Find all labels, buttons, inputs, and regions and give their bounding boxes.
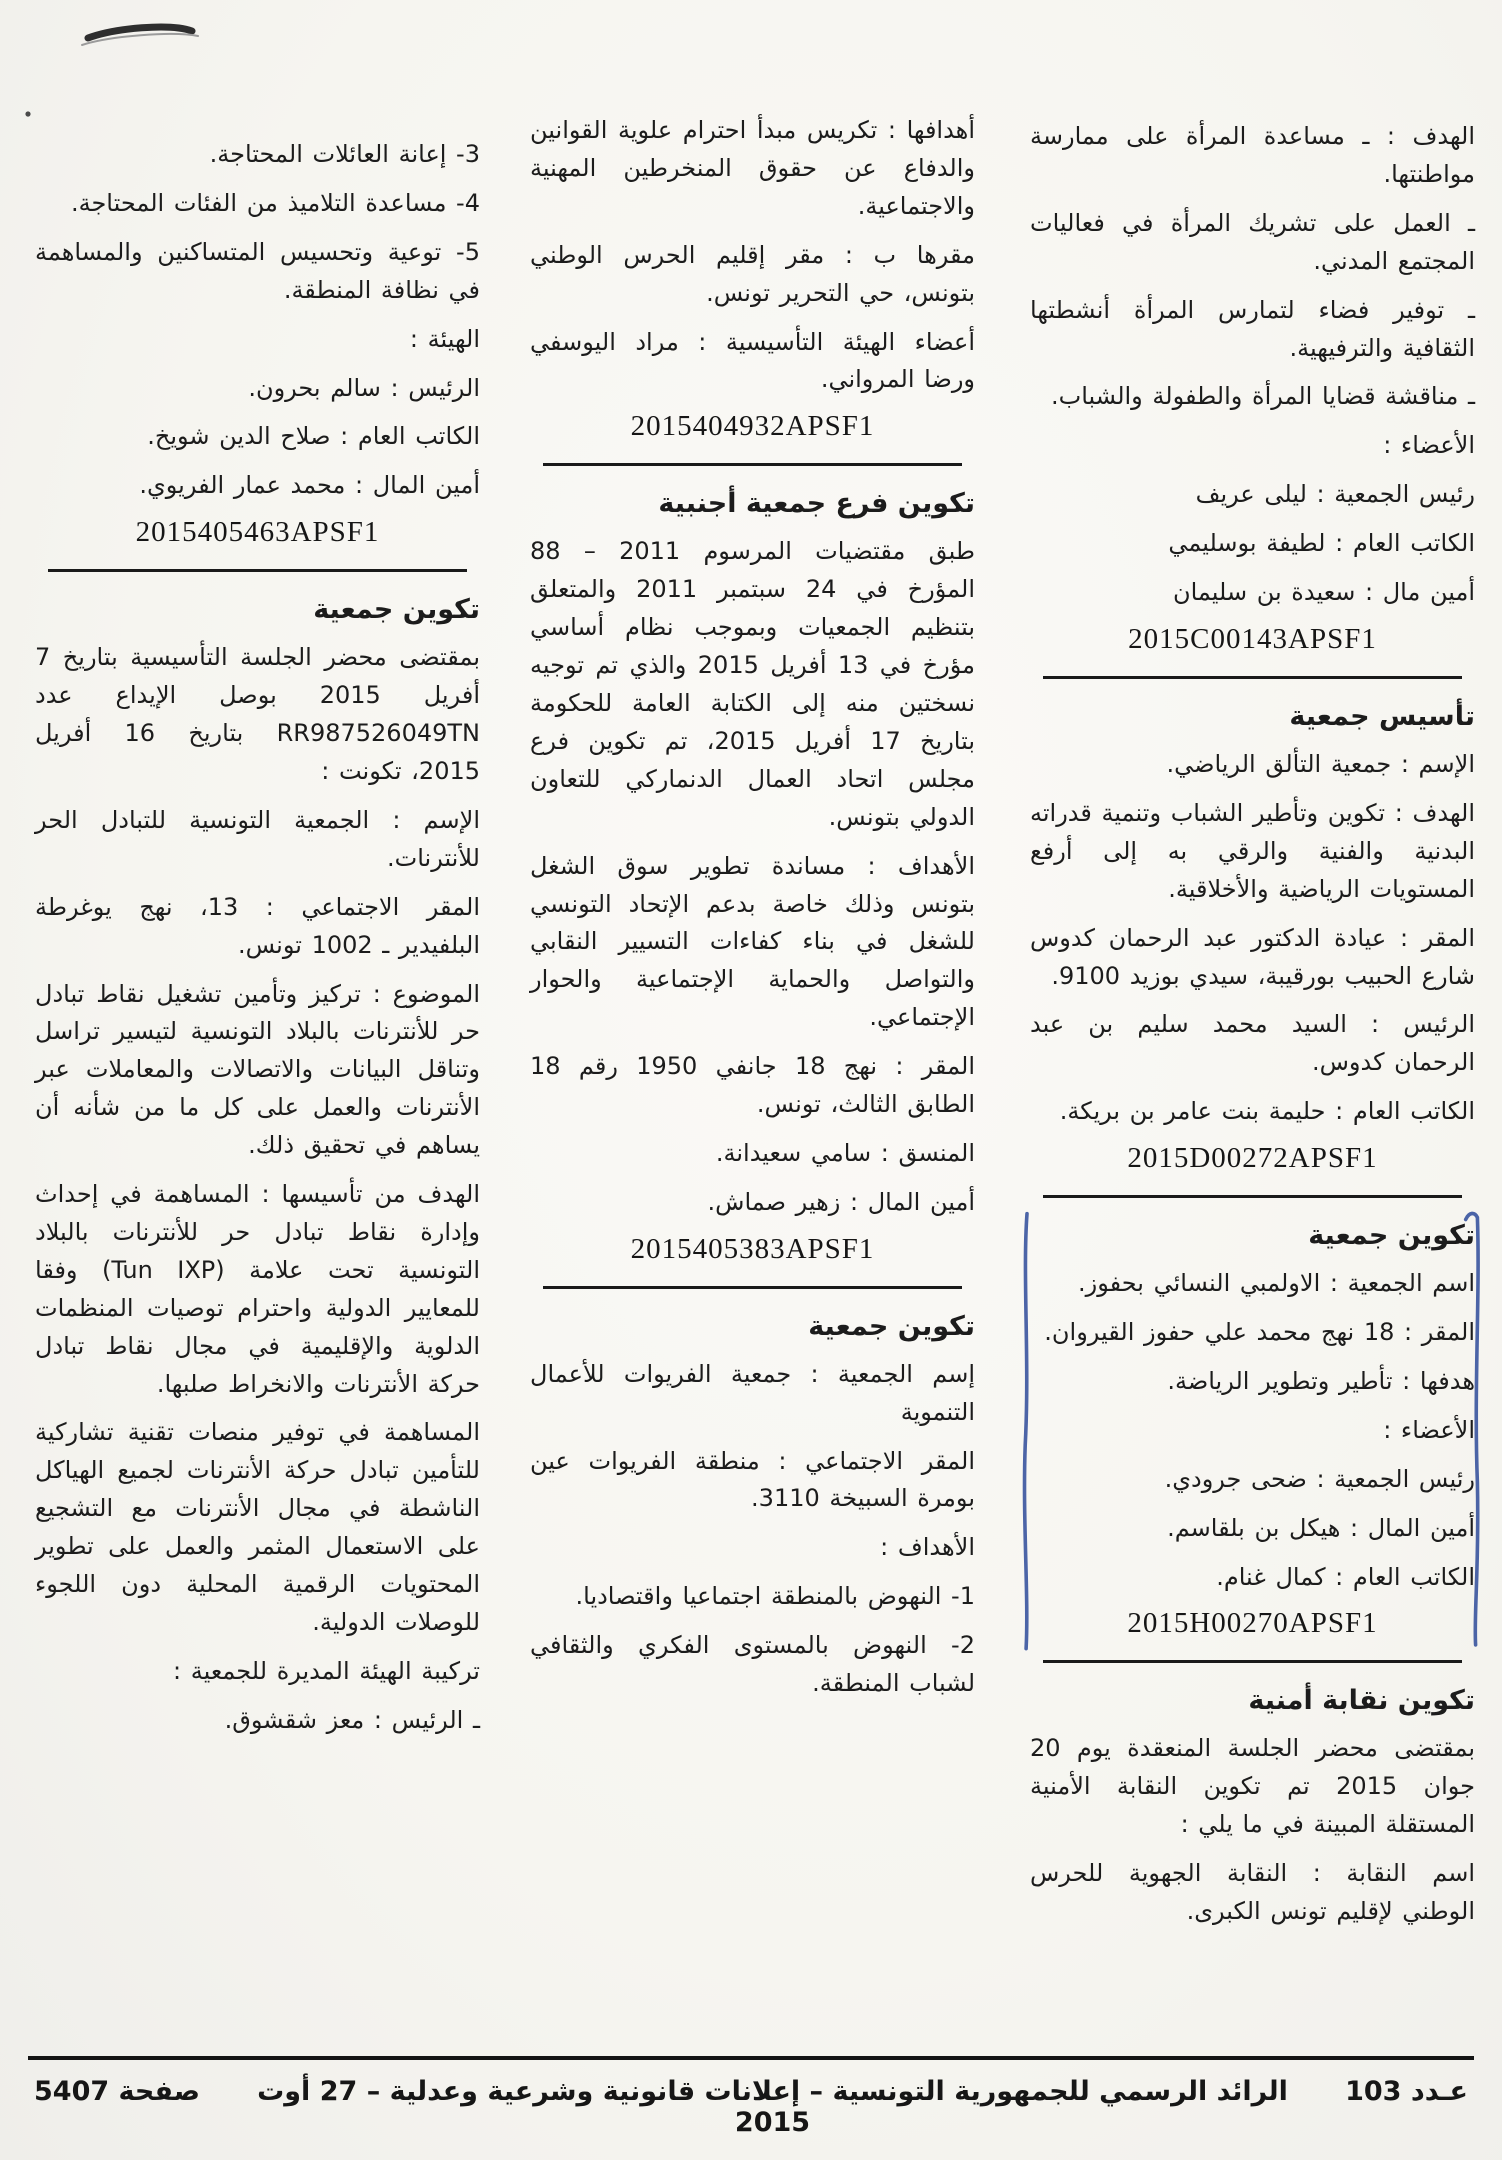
paragraph: 3- إعانة العائلات المحتاجة.: [209, 140, 480, 168]
paragraph: مقرها ب : مقر إقليم الحرس الوطني بتونس، حي التحرير تونس.: [530, 240, 975, 307]
section-divider: [543, 463, 961, 466]
paragraph: 4- مساعدة التلاميذ من الفئات المحتاجة.: [70, 188, 480, 217]
paragraph: الأهداف :: [880, 1533, 975, 1562]
paragraph: الإسم : الجمعية التونسية للتبادل الحر للأنترنات.: [35, 805, 480, 872]
section-heading: تكوين فرع جمعية أجنبية: [658, 488, 975, 520]
paragraph: المقر الاجتماعي : 13، نهج يوغرطة البلفيدير ـ 1002 تونس.: [35, 892, 480, 959]
paragraph: الهيئة :: [409, 324, 480, 353]
section-heading: تكوين جمعية: [313, 594, 480, 626]
blue-ink-annotated-section: [1030, 1220, 1475, 1640]
paragraph: 2- النهوض بالمستوى الفكري والثقافي لشباب المنطقة.: [530, 1631, 975, 1698]
paragraph: بمقتضى محضر الجلسة التأسيسية بتاريخ 7 أفريل 2015 بوصل الإيداع عدد RR987526049TN بتاريخ 16 أفريل 2015، تكونت :: [35, 643, 480, 785]
paragraph: الهدف من تأسيسها : المساهمة في إحداث وإدارة نقاط تبادل حر للأنترنات بالبلاد التونسية تحت علامة (Tun IXP) وفقا للمعايير الدولية واحترام توصيات المنظمات الدلوية والإقليمية في مجال نقاط تبادل حركة الأنترنات والانخراط صلبها.: [35, 1180, 481, 1398]
paragraph: الأهداف : مساندة تطوير سوق الشغل بتونس وذلك خاصة بدعم الإتحاد التونسي للشغل في بناء كفاءات التسيير النقابي والتواصل والحماية الإجتماعية والحوار الإجتماعي.: [530, 851, 975, 1032]
paragraph: المنسق : سامي سعيدانة.: [715, 1138, 975, 1167]
section-heading: تأسيس جمعية: [1289, 700, 1475, 732]
paragraph: أمين مال : سعيدة بن سليمان: [1172, 578, 1475, 607]
page-footer: [34, 2076, 1468, 2138]
journal-title-line: الرائد الرسمي للجمهورية التونسية – إعلانات قانونية وشرعية وعدلية – 27 أوت 2015: [257, 2076, 1288, 2138]
paragraph: الإسم : جمعية التألق الرياضي.: [1166, 749, 1475, 778]
paragraph: الموضوع : تركيز وتأمين تشغيل نقاط تبادل حر للأنترنات بالبلاد التونسية لتيسير تراسل وتناقل البيانات والاتصالات والمعاملات عبر الأنترنات والعمل على كل ما من شأنه أن يساهم في تحقيق ذلك.: [35, 979, 480, 1160]
handwritten-bracket-right-line: [1463, 1210, 1481, 1652]
paragraph: أهدافها : تكريس مبدأ احترام علوية القوانين والدفاع عن حقوق المنخرطين المهنية والاجتماعية.: [530, 116, 975, 220]
paragraph: المقر : نهج 18 جانفي 1950 رقم 18 الطابق الثالث، تونس.: [530, 1052, 976, 1119]
registration-code: 2015405463APSF1: [135, 516, 380, 549]
paragraph: رئيس الجمعية : ضحى جرودي.: [1164, 1464, 1475, 1493]
paragraph: ـ مناقشة قضايا المرأة والطفولة والشباب.: [1051, 382, 1475, 411]
paragraph: طبق مقتضيات المرسوم 2011 – 88 المؤرخ في 24 سبتمبر 2011 والمتعلق بتنظيم الجمعيات وبموجب نظام أساسي مؤرخ في 13 أفريل 2015 والذي تم توجيه نسختين منه إلى الكتابة العامة للحكومة بتاريخ 17 أفريل 2015، تم تكوين فرع مجلس اتحاد العمال الدنماركي للتعاون الدولي بتونس.: [530, 537, 976, 831]
issue-number: عـدد 103: [1345, 2076, 1468, 2107]
paragraph: الرئيس : سالم بحرون.: [248, 373, 480, 402]
paragraph: 5- توعية وتحسيس المتساكنين والمساهمة في نظافة المنطقة.: [35, 237, 480, 304]
paragraph: ـ العمل على تشريك المرأة في فعاليات المجتمع المدني.: [1030, 208, 1475, 275]
registration-code: 2015D00272APSF1: [1127, 1142, 1378, 1175]
paragraph: هدفها : تأطير وتطوير الرياضة.: [1167, 1366, 1475, 1395]
scan-artifact-mark: [20, 10, 240, 140]
paragraph: أمين المال : محمد عمار الفريوي.: [139, 471, 480, 500]
paragraph: ـ الرئيس : معز شقشوق.: [224, 1705, 480, 1734]
registration-code: 2015405383APSF1: [630, 1232, 875, 1265]
paragraph: الكاتب العام : لطيفة بوسليمي: [1168, 529, 1475, 558]
paragraph: أعضاء الهيئة التأسيسية : مراد اليوسفي ورضا المرواني.: [530, 327, 975, 394]
paragraph: الكاتب العام : حليمة بنت عامر بن بريكة.: [1059, 1097, 1475, 1126]
registration-code: 2015H00270APSF1: [1127, 1607, 1378, 1640]
paragraph: أمين المال : زهير صماش.: [707, 1187, 975, 1216]
paragraph: بمقتضى محضر الجلسة المنعقدة يوم 20 جوان 2015 تم تكوين النقابة الأمنية المستقلة المبينة في ما يلي :: [1030, 1734, 1476, 1839]
paragraph: الرئيس : السيد محمد سليم بن عبد الرحمان كدوس.: [1030, 1010, 1475, 1077]
paragraph: الهدف : تكوين وتأطير الشباب وتنمية قدراته البدنية والفنية والرقي به إلى أرفع المستويات الرياضية والأخلاقية.: [1030, 798, 1475, 903]
column-right: [1030, 118, 1475, 1942]
paragraph: المقر الاجتماعي : منطقة الفريوات عين بومرة السبيخة 3110.: [530, 1446, 975, 1513]
column-left: [35, 136, 480, 1751]
paragraph: الكاتب العام : صلاح الدين شويخ.: [147, 422, 480, 451]
section-divider: [1043, 1195, 1461, 1198]
paragraph: الهدف : ـ مساعدة المرأة على ممارسة مواطنتها.: [1030, 122, 1475, 188]
column-middle: [530, 112, 975, 1714]
paragraph: اسم النقابة : النقابة الجهوية للحرس الوطني لإقليم تونس الكبرى.: [1030, 1859, 1475, 1926]
paragraph: تركيبة الهيئة المديرة للجمعية :: [173, 1656, 480, 1685]
paragraph: المساهمة في توفير منصات تقنية تشاركية للتأمين تبادل حركة الأنترنات لجميع الهياكل الناشطة في مجال الأنترنات مع التشجيع على الاستعمال المثمر والعمل على تطوير المحتويات الرقمية المحلية دون اللجوء للوصلات الدولية.: [35, 1418, 480, 1636]
paragraph: ـ توفير فضاء لتمارس المرأة أنشطتها الثقافية والترفيهية.: [1030, 295, 1475, 362]
handwritten-bracket-left-line: [1018, 1210, 1036, 1652]
registration-code: 2015404932APSF1: [630, 410, 875, 443]
paragraph: الكاتب العام : كمال غنام.: [1216, 1562, 1475, 1591]
paragraph: المقر : عيادة الدكتور عبد الرحمان كدوس شارع الحبيب بورقيبة، سيدي بوزيد 9100.: [1030, 923, 1475, 990]
section-divider: [1043, 1660, 1461, 1663]
section-heading: تكوين جمعية: [1308, 1220, 1475, 1252]
paragraph: الأعضاء :: [1383, 1415, 1475, 1444]
section-divider: [1043, 676, 1461, 679]
registration-code: 2015C00143APSF1: [1128, 622, 1377, 655]
page-number: صفحة 5407: [34, 2076, 200, 2107]
paragraph: اسم الجمعية : الاولمبي النسائي بحفوز.: [1078, 1269, 1475, 1298]
paragraph: رئيس الجمعية : ليلى عريف: [1195, 480, 1475, 509]
paragraph: 1- النهوض بالمنطقة اجتماعيا واقتصاديا.: [575, 1582, 975, 1611]
section-divider: [543, 1286, 961, 1289]
section-heading: تكوين جمعية: [808, 1310, 975, 1342]
section-heading: تكوين نقابة أمنية: [1248, 1685, 1475, 1717]
section-divider: [48, 569, 466, 572]
footer-rule: [28, 2056, 1474, 2060]
paragraph: المقر : 18 نهج محمد علي حفوز القيروان.: [1044, 1318, 1475, 1347]
paragraph: أمين المال : هيكل بن بلقاسم.: [1167, 1513, 1475, 1542]
paragraph: الأعضاء :: [1383, 431, 1475, 460]
paragraph: إسم الجمعية : جمعية الفريوات للأعمال التنموية: [530, 1359, 975, 1426]
